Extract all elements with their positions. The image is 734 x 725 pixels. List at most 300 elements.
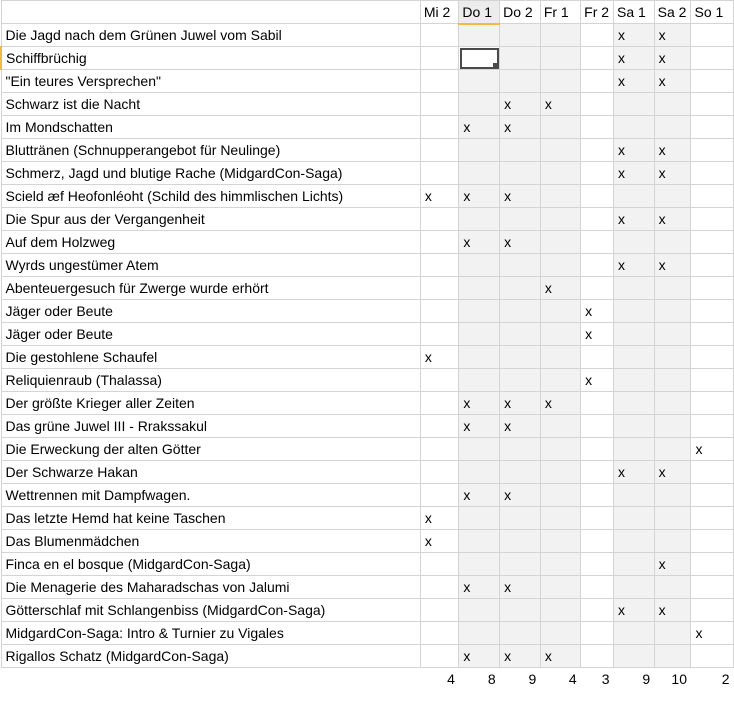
- session-title-cell[interactable]: Auf dem Holzweg: [1, 231, 420, 254]
- session-title-cell[interactable]: Scield æf Heofonléoht (Schild des himmlischen Lichts): [1, 185, 420, 208]
- schedule-cell[interactable]: [691, 323, 734, 346]
- schedule-cell[interactable]: [420, 323, 459, 346]
- schedule-cell[interactable]: [540, 530, 580, 553]
- schedule-cell[interactable]: x: [500, 116, 541, 139]
- schedule-cell[interactable]: x: [500, 231, 541, 254]
- schedule-cell[interactable]: x: [581, 300, 614, 323]
- schedule-cell[interactable]: [459, 530, 500, 553]
- schedule-cell[interactable]: x: [581, 369, 614, 392]
- schedule-cell[interactable]: [614, 392, 655, 415]
- schedule-cell[interactable]: [500, 622, 541, 645]
- table-row: [1, 93, 734, 116]
- session-title-cell[interactable]: Schmerz, Jagd und blutige Rache (MidgardCon-Saga): [1, 162, 420, 185]
- schedule-cell[interactable]: [420, 24, 459, 47]
- schedule-cell[interactable]: [691, 369, 734, 392]
- schedule-cell[interactable]: x: [654, 553, 691, 576]
- schedule-cell[interactable]: x: [614, 139, 655, 162]
- schedule-cell[interactable]: [420, 300, 459, 323]
- schedule-cell[interactable]: [540, 346, 580, 369]
- schedule-cell[interactable]: [654, 93, 691, 116]
- schedule-cell[interactable]: [500, 507, 541, 530]
- schedule-cell[interactable]: x: [654, 70, 691, 93]
- table-row: [1, 438, 734, 461]
- schedule-cell[interactable]: [691, 231, 734, 254]
- schedule-cell[interactable]: [581, 139, 614, 162]
- schedule-cell[interactable]: [654, 277, 691, 300]
- session-title-cell[interactable]: "Ein teures Versprechen": [1, 70, 420, 93]
- schedule-cell[interactable]: [581, 162, 614, 185]
- schedule-cell[interactable]: [459, 369, 500, 392]
- schedule-cell[interactable]: [654, 415, 691, 438]
- schedule-cell[interactable]: [459, 254, 500, 277]
- schedule-cell[interactable]: [459, 93, 500, 116]
- schedule-cell[interactable]: [420, 622, 459, 645]
- column-total[interactable]: 3: [601, 671, 610, 688]
- column-total[interactable]: 8: [487, 671, 496, 688]
- schedule-cell[interactable]: [614, 323, 655, 346]
- table-row: [1, 208, 734, 231]
- schedule-cell[interactable]: [500, 369, 541, 392]
- schedule-cell[interactable]: [540, 553, 580, 576]
- table-row: [1, 369, 734, 392]
- table-row: [1, 277, 734, 300]
- schedule-cell[interactable]: [459, 507, 500, 530]
- schedule-cell[interactable]: [500, 47, 541, 70]
- schedule-cell[interactable]: [459, 438, 500, 461]
- schedule-cell[interactable]: [691, 70, 734, 93]
- schedule-cell[interactable]: [459, 208, 500, 231]
- schedule-cell[interactable]: [500, 139, 541, 162]
- schedule-cell[interactable]: [420, 231, 459, 254]
- schedule-cell[interactable]: [420, 576, 459, 599]
- schedule-cell[interactable]: [581, 484, 614, 507]
- schedule-cell[interactable]: [540, 139, 580, 162]
- schedule-cell[interactable]: x: [654, 139, 691, 162]
- schedule-cell[interactable]: [540, 47, 580, 70]
- table-row: [1, 254, 734, 277]
- session-title-cell[interactable]: Reliquienraub (Thalassa): [1, 369, 420, 392]
- schedule-cell[interactable]: [459, 24, 500, 47]
- schedule-cell[interactable]: [691, 484, 734, 507]
- session-title-cell[interactable]: Jäger oder Beute: [1, 323, 420, 346]
- schedule-cell[interactable]: [691, 185, 734, 208]
- schedule-cell[interactable]: [459, 323, 500, 346]
- session-title-cell[interactable]: Schiffbrüchig: [1, 47, 420, 70]
- session-title-cell[interactable]: Die Jagd nach dem Grünen Juwel vom Sabil: [1, 24, 420, 47]
- schedule-cell[interactable]: [691, 507, 734, 530]
- schedule-cell[interactable]: [500, 530, 541, 553]
- schedule-cell[interactable]: [420, 484, 459, 507]
- schedule-cell[interactable]: [614, 116, 655, 139]
- table-row: [1, 415, 734, 438]
- table-row: [1, 24, 734, 47]
- session-title-cell[interactable]: Jäger oder Beute: [1, 300, 420, 323]
- schedule-cell[interactable]: [691, 599, 734, 622]
- session-title-cell[interactable]: Die Spur aus der Vergangenheit: [1, 208, 420, 231]
- schedule-cell[interactable]: x: [614, 254, 655, 277]
- session-title-cell[interactable]: Das letzte Hemd hat keine Taschen: [1, 507, 420, 530]
- schedule-cell[interactable]: [500, 208, 541, 231]
- schedule-cell[interactable]: [691, 576, 734, 599]
- table-row: [1, 323, 734, 346]
- schedule-cell[interactable]: [420, 47, 459, 70]
- schedule-cell[interactable]: [420, 208, 459, 231]
- table-row: [1, 576, 734, 599]
- table-row: [1, 484, 734, 507]
- schedule-cell[interactable]: [500, 300, 541, 323]
- schedule-cell[interactable]: [691, 461, 734, 484]
- schedule-cell[interactable]: [654, 116, 691, 139]
- schedule-cell[interactable]: [459, 599, 500, 622]
- schedule-cell[interactable]: x: [614, 24, 655, 47]
- schedule-cell[interactable]: [500, 346, 541, 369]
- schedule-cell[interactable]: [540, 438, 580, 461]
- schedule-cell[interactable]: [581, 70, 614, 93]
- column-header[interactable]: Do 2: [500, 1, 541, 24]
- schedule-cell[interactable]: [581, 346, 614, 369]
- column-header[interactable]: So 1: [691, 1, 734, 24]
- column-total[interactable]: 10: [671, 671, 687, 688]
- session-title-cell[interactable]: Götterschlaf mit Schlangenbiss (MidgardCon-Saga): [1, 599, 420, 622]
- schedule-cell[interactable]: [654, 484, 691, 507]
- schedule-cell[interactable]: [540, 461, 580, 484]
- schedule-cell[interactable]: [614, 553, 655, 576]
- schedule-cell[interactable]: [654, 438, 691, 461]
- schedule-cell[interactable]: [540, 576, 580, 599]
- schedule-cell[interactable]: [581, 277, 614, 300]
- table-row: [1, 300, 734, 323]
- session-title-cell[interactable]: Die Menagerie des Maharadschas von Jalumi: [1, 576, 420, 599]
- session-title-cell[interactable]: Im Mondschatten: [1, 116, 420, 139]
- table-row: [1, 346, 734, 369]
- column-header[interactable]: Do 1: [459, 1, 500, 24]
- schedule-cell[interactable]: [581, 530, 614, 553]
- schedule-cell[interactable]: [581, 24, 614, 47]
- schedule-cell[interactable]: [614, 346, 655, 369]
- schedule-cell[interactable]: [654, 392, 691, 415]
- schedule-cell[interactable]: [614, 645, 655, 668]
- session-title-cell[interactable]: Abenteuergesuch für Zwerge wurde erhört: [1, 277, 420, 300]
- column-header[interactable]: Fr 1: [540, 1, 580, 24]
- session-title-cell[interactable]: Der Schwarze Hakan: [1, 461, 420, 484]
- schedule-cell[interactable]: x: [654, 461, 691, 484]
- schedule-cell[interactable]: x: [500, 576, 541, 599]
- schedule-cell[interactable]: x: [614, 70, 655, 93]
- schedule-cell[interactable]: x: [540, 93, 580, 116]
- schedule-cell[interactable]: [459, 139, 500, 162]
- column-total[interactable]: 9: [642, 671, 651, 688]
- schedule-cell[interactable]: [614, 185, 655, 208]
- schedule-cell[interactable]: [654, 622, 691, 645]
- schedule-cell[interactable]: [654, 576, 691, 599]
- schedule-cell[interactable]: [654, 185, 691, 208]
- table-row: [1, 461, 734, 484]
- schedule-cell[interactable]: x: [500, 415, 541, 438]
- table-row: [1, 392, 734, 415]
- column-header[interactable]: Sa 2: [654, 1, 691, 24]
- schedule-cell[interactable]: [540, 300, 580, 323]
- schedule-cell[interactable]: [420, 254, 459, 277]
- table-row: [1, 231, 734, 254]
- schedule-cell[interactable]: [500, 162, 541, 185]
- schedule-cell[interactable]: [500, 254, 541, 277]
- schedule-cell[interactable]: [420, 415, 459, 438]
- schedule-cell[interactable]: [581, 507, 614, 530]
- session-title-cell[interactable]: Finca en el bosque (MidgardCon-Saga): [1, 553, 420, 576]
- schedule-cell[interactable]: [581, 254, 614, 277]
- schedule-cell[interactable]: [614, 530, 655, 553]
- schedule-cell[interactable]: [654, 323, 691, 346]
- schedule-cell[interactable]: [581, 599, 614, 622]
- schedule-cell[interactable]: [691, 116, 734, 139]
- schedule-cell[interactable]: [459, 162, 500, 185]
- session-title-cell[interactable]: Rigallos Schatz (MidgardCon-Saga): [1, 645, 420, 668]
- schedule-cell[interactable]: [691, 93, 734, 116]
- schedule-cell[interactable]: [581, 438, 614, 461]
- schedule-cell[interactable]: [459, 300, 500, 323]
- schedule-cell[interactable]: [540, 231, 580, 254]
- schedule-cell[interactable]: [500, 553, 541, 576]
- schedule-cell[interactable]: [691, 530, 734, 553]
- schedule-cell[interactable]: [581, 93, 614, 116]
- schedule-cell[interactable]: x: [420, 507, 459, 530]
- schedule-cell[interactable]: x: [614, 47, 655, 70]
- schedule-cell[interactable]: [540, 185, 580, 208]
- schedule-cell[interactable]: x: [420, 185, 459, 208]
- table-row: [1, 507, 734, 530]
- schedule-cell[interactable]: x: [654, 208, 691, 231]
- schedule-cell[interactable]: [654, 300, 691, 323]
- schedule-cell[interactable]: x: [459, 116, 500, 139]
- column-total[interactable]: 4: [568, 671, 577, 688]
- schedule-cell[interactable]: [500, 70, 541, 93]
- table-row: [1, 553, 734, 576]
- schedule-cell[interactable]: [420, 553, 459, 576]
- column-total[interactable]: 2: [721, 671, 730, 688]
- schedule-cell[interactable]: [420, 70, 459, 93]
- session-title-cell[interactable]: Wyrds ungestümer Atem: [1, 254, 420, 277]
- schedule-cell[interactable]: x: [500, 645, 541, 668]
- header-row: [1, 1, 734, 24]
- schedule-cell[interactable]: x: [459, 645, 500, 668]
- schedule-cell[interactable]: [581, 185, 614, 208]
- schedule-cell[interactable]: [691, 139, 734, 162]
- schedule-cell[interactable]: [420, 93, 459, 116]
- schedule-cell[interactable]: x: [654, 254, 691, 277]
- column-header[interactable]: Mi 2: [420, 1, 459, 24]
- schedule-cell[interactable]: [581, 461, 614, 484]
- schedule-cell[interactable]: x: [459, 576, 500, 599]
- schedule-cell[interactable]: [691, 553, 734, 576]
- schedule-cell[interactable]: x: [654, 162, 691, 185]
- schedule-cell[interactable]: [654, 645, 691, 668]
- schedule-cell[interactable]: [500, 599, 541, 622]
- column-header[interactable]: Fr 2: [581, 1, 614, 24]
- schedule-cell[interactable]: [654, 507, 691, 530]
- session-title-cell[interactable]: Das Blumenmädchen: [1, 530, 420, 553]
- schedule-cell[interactable]: [581, 392, 614, 415]
- schedule-cell[interactable]: [654, 530, 691, 553]
- schedule-cell[interactable]: [540, 323, 580, 346]
- schedule-cell[interactable]: [614, 507, 655, 530]
- schedule-cell[interactable]: x: [459, 185, 500, 208]
- table-row: [1, 599, 734, 622]
- schedule-cell[interactable]: [581, 415, 614, 438]
- schedule-cell[interactable]: [614, 415, 655, 438]
- session-title-cell[interactable]: Wettrennen mit Dampfwagen.: [1, 484, 420, 507]
- schedule-cell[interactable]: [654, 346, 691, 369]
- schedule-cell[interactable]: [500, 277, 541, 300]
- schedule-cell[interactable]: x: [540, 392, 580, 415]
- schedule-cell[interactable]: x: [500, 93, 541, 116]
- schedule-cell[interactable]: [540, 208, 580, 231]
- schedule-cell[interactable]: [654, 231, 691, 254]
- schedule-cell[interactable]: [691, 208, 734, 231]
- schedule-cell[interactable]: x: [540, 277, 580, 300]
- table-row: [1, 622, 734, 645]
- table-row: [1, 116, 734, 139]
- header-corner-cell[interactable]: [1, 1, 420, 24]
- schedule-cell[interactable]: [691, 24, 734, 47]
- schedule-cell[interactable]: x: [459, 484, 500, 507]
- schedule-cell[interactable]: [420, 139, 459, 162]
- schedule-cell[interactable]: [614, 277, 655, 300]
- schedule-cell[interactable]: [420, 599, 459, 622]
- schedule-cell[interactable]: [540, 162, 580, 185]
- schedule-cell[interactable]: [691, 415, 734, 438]
- schedule-cell[interactable]: [691, 277, 734, 300]
- schedule-cell[interactable]: [420, 277, 459, 300]
- schedule-cell[interactable]: [459, 70, 500, 93]
- schedule-cell[interactable]: x: [691, 438, 734, 461]
- schedule-cell[interactable]: [420, 369, 459, 392]
- schedule-cell[interactable]: x: [614, 208, 655, 231]
- schedule-cell[interactable]: [500, 323, 541, 346]
- schedule-cell[interactable]: x: [459, 231, 500, 254]
- schedule-cell[interactable]: [420, 162, 459, 185]
- schedule-cell[interactable]: [581, 116, 614, 139]
- schedule-cell[interactable]: [459, 461, 500, 484]
- schedule-cell[interactable]: [420, 116, 459, 139]
- schedule-cell[interactable]: [420, 461, 459, 484]
- table-row: [1, 70, 734, 93]
- schedule-cell[interactable]: [540, 116, 580, 139]
- schedule-cell[interactable]: [614, 438, 655, 461]
- schedule-cell[interactable]: [540, 254, 580, 277]
- schedule-cell[interactable]: [614, 622, 655, 645]
- schedule-cell[interactable]: [614, 231, 655, 254]
- schedule-cell[interactable]: x: [420, 346, 459, 369]
- schedule-cell[interactable]: [581, 576, 614, 599]
- schedule-cell[interactable]: x: [654, 47, 691, 70]
- schedule-cell[interactable]: [540, 484, 580, 507]
- totals-row: [1, 668, 734, 691]
- schedule-cell[interactable]: [581, 231, 614, 254]
- schedule-cell[interactable]: [581, 208, 614, 231]
- schedule-cell[interactable]: x: [540, 645, 580, 668]
- schedule-cell[interactable]: x: [500, 392, 541, 415]
- table-row: [1, 162, 734, 185]
- schedule-cell[interactable]: [614, 93, 655, 116]
- schedule-cell[interactable]: x: [614, 162, 655, 185]
- schedule-cell[interactable]: [540, 599, 580, 622]
- session-title-cell[interactable]: Bluttränen (Schnupperangebot für Neulinge): [1, 139, 420, 162]
- schedule-cell[interactable]: [691, 254, 734, 277]
- session-title-cell[interactable]: Schwarz ist die Nacht: [1, 93, 420, 116]
- schedule-cell[interactable]: [459, 47, 500, 70]
- schedule-cell[interactable]: [459, 553, 500, 576]
- schedule-cell[interactable]: [581, 645, 614, 668]
- schedule-cell[interactable]: [420, 438, 459, 461]
- table-row: [1, 139, 734, 162]
- schedule-cell[interactable]: x: [500, 185, 541, 208]
- schedule-cell[interactable]: [500, 438, 541, 461]
- schedule-cell[interactable]: [500, 461, 541, 484]
- schedule-cell[interactable]: x: [420, 530, 459, 553]
- session-title-cell[interactable]: Die gestohlene Schaufel: [1, 346, 420, 369]
- schedule-cell[interactable]: [420, 645, 459, 668]
- table-row: [1, 645, 734, 668]
- schedule-cell[interactable]: [540, 70, 580, 93]
- schedule-cell[interactable]: [540, 622, 580, 645]
- schedule-cell[interactable]: [459, 622, 500, 645]
- totals-label-cell[interactable]: [1, 668, 420, 691]
- schedule-cell[interactable]: [540, 507, 580, 530]
- schedule-cell[interactable]: x: [581, 323, 614, 346]
- session-title-cell[interactable]: Das grüne Juwel III - Rrakssakul: [1, 415, 420, 438]
- schedule-cell[interactable]: [691, 300, 734, 323]
- schedule-cell[interactable]: [691, 162, 734, 185]
- schedule-cell[interactable]: [581, 553, 614, 576]
- schedule-cell[interactable]: [614, 369, 655, 392]
- schedule-cell[interactable]: [459, 346, 500, 369]
- schedule-cell[interactable]: x: [614, 461, 655, 484]
- schedule-cell[interactable]: [691, 346, 734, 369]
- schedule-cell[interactable]: [614, 300, 655, 323]
- schedule-cell[interactable]: [540, 369, 580, 392]
- schedule-cell[interactable]: [614, 484, 655, 507]
- schedule-cell[interactable]: x: [500, 484, 541, 507]
- column-total[interactable]: 9: [528, 671, 537, 688]
- schedule-cell[interactable]: [691, 392, 734, 415]
- schedule-cell[interactable]: x: [654, 599, 691, 622]
- column-header[interactable]: Sa 1: [614, 1, 655, 24]
- session-title-cell[interactable]: Die Erweckung der alten Götter: [1, 438, 420, 461]
- schedule-cell[interactable]: [654, 369, 691, 392]
- schedule-cell[interactable]: x: [691, 622, 734, 645]
- table-row: [1, 47, 734, 70]
- schedule-cell[interactable]: [459, 277, 500, 300]
- session-title-cell[interactable]: MidgardCon-Saga: Intro & Turnier zu Vigales: [1, 622, 420, 645]
- schedule-cell[interactable]: [614, 576, 655, 599]
- column-total[interactable]: 4: [447, 671, 455, 688]
- table-row: [1, 530, 734, 553]
- schedule-cell[interactable]: x: [614, 599, 655, 622]
- session-title-cell[interactable]: Der größte Krieger aller Zeiten: [1, 392, 420, 415]
- table-row: [1, 185, 734, 208]
- schedule-cell[interactable]: [691, 47, 734, 70]
- schedule-cell[interactable]: [540, 415, 580, 438]
- schedule-cell[interactable]: [420, 392, 459, 415]
- schedule-cell[interactable]: [581, 47, 614, 70]
- schedule-cell[interactable]: [581, 622, 614, 645]
- schedule-cell[interactable]: x: [654, 24, 691, 47]
- schedule-cell[interactable]: x: [459, 415, 500, 438]
- schedule-cell[interactable]: [691, 645, 734, 668]
- schedule-cell[interactable]: [540, 24, 580, 47]
- schedule-cell[interactable]: x: [459, 392, 500, 415]
- schedule-cell[interactable]: [500, 24, 541, 47]
